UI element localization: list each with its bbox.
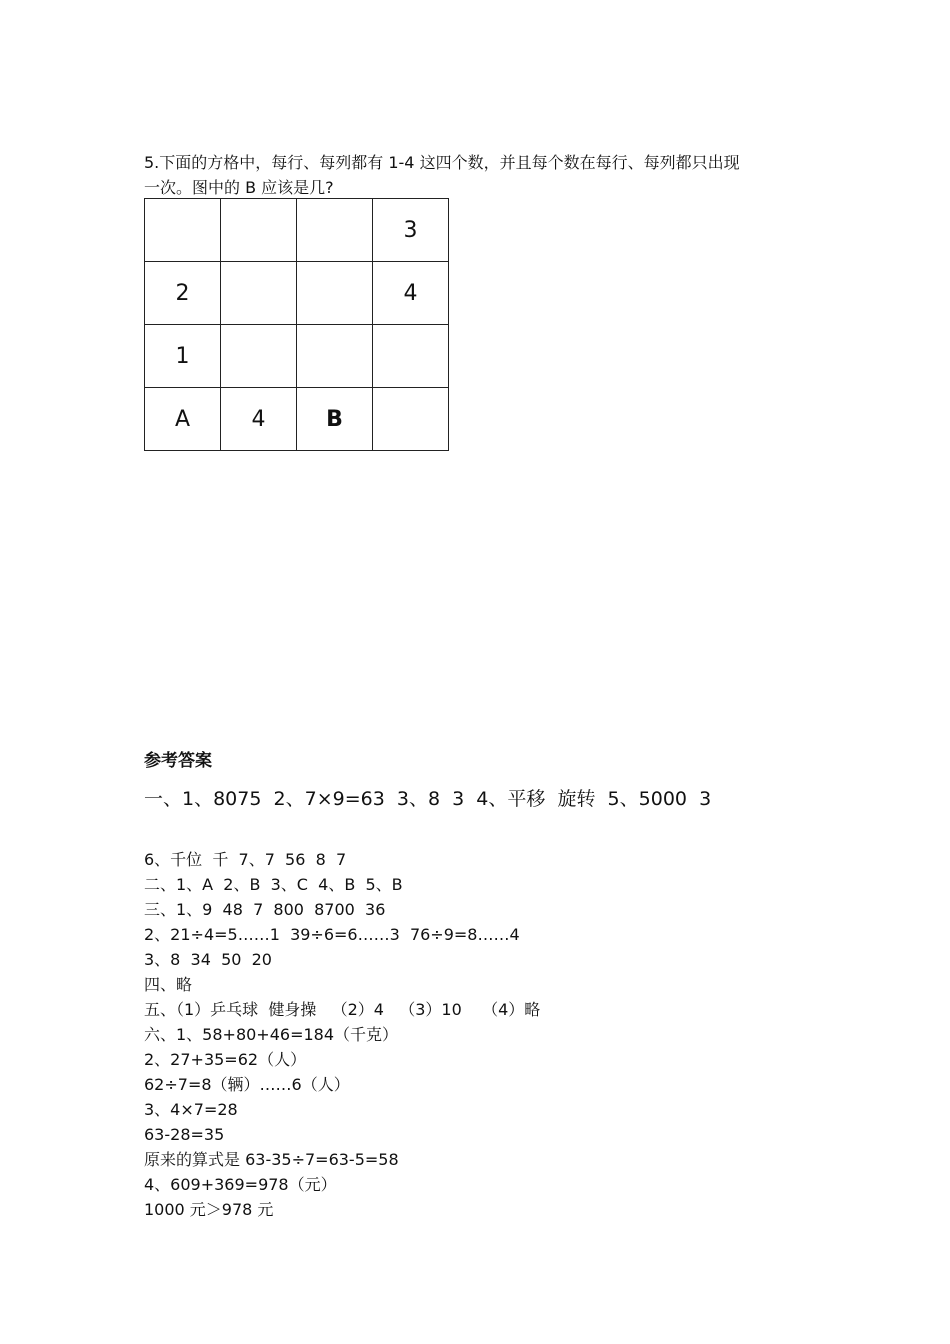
grid-row: [145, 325, 449, 388]
grid-cell: [221, 325, 297, 388]
answer-line: 6、千位 千 7、7 56 8 7: [144, 850, 347, 869]
grid-cell: [297, 199, 373, 262]
grid-cell: 4: [373, 262, 449, 325]
answer-line: 原来的算式是 63-35÷7=63-5=58: [144, 1150, 399, 1169]
answers-list: [144, 847, 540, 1222]
question-text: [144, 150, 824, 200]
answer-line: 六、1、58+80+46=184（千克）: [144, 1025, 399, 1044]
grid-cell: [145, 199, 221, 262]
answer-line: 3、8 34 50 20: [144, 950, 272, 969]
grid-row: [145, 199, 449, 262]
grid-cell: [297, 325, 373, 388]
question-line-2: 一次。图中的 B 应该是几?: [144, 178, 334, 197]
grid-cell: [221, 199, 297, 262]
answer-line: 4、609+369=978（元）: [144, 1175, 337, 1194]
grid-row: [145, 262, 449, 325]
answers-title: 参考答案: [144, 751, 212, 771]
answer-line: 四、略: [144, 975, 193, 994]
grid-cell: [373, 325, 449, 388]
grid-cell-a: A: [145, 388, 221, 451]
answer-line: 3、4×7=28: [144, 1100, 238, 1119]
grid-cell: 4: [221, 388, 297, 451]
answer-line: 2、21÷4=5……1 39÷6=6……3 76÷9=8……4: [144, 925, 520, 944]
grid-cell: [373, 388, 449, 451]
answer-line: 五、（1）乒乓球 健身操 （2）4 （3）10 （4）略: [144, 1000, 541, 1019]
grid-cell-b: B: [297, 388, 373, 451]
answer-line: 1000 元＞978 元: [144, 1200, 274, 1219]
answer-line: 62÷7=8（辆）……6（人）: [144, 1075, 350, 1094]
answer-line: 63-28=35: [144, 1125, 225, 1144]
grid-cell: 2: [145, 262, 221, 325]
grid-row: [145, 388, 449, 451]
grid-cell: 3: [373, 199, 449, 262]
answer-line: 三、1、9 48 7 800 8700 36: [144, 900, 386, 919]
answer-line: 2、27+35=62（人）: [144, 1050, 307, 1069]
grid-cell: [297, 262, 373, 325]
grid-cell: [221, 262, 297, 325]
answer-line: 二、1、A 2、B 3、C 4、B 5、B: [144, 875, 403, 894]
grid-cell: 1: [145, 325, 221, 388]
answers-first-line: 一、1、8075 2、7×9=63 3、8 3 4、平移 旋转 5、5000 3: [144, 788, 712, 810]
question-line-1: 5.下面的方格中，每行、每列都有 1-4 这四个数，并且每个数在每行、每列都只出现: [144, 153, 740, 172]
number-grid: [144, 198, 449, 451]
